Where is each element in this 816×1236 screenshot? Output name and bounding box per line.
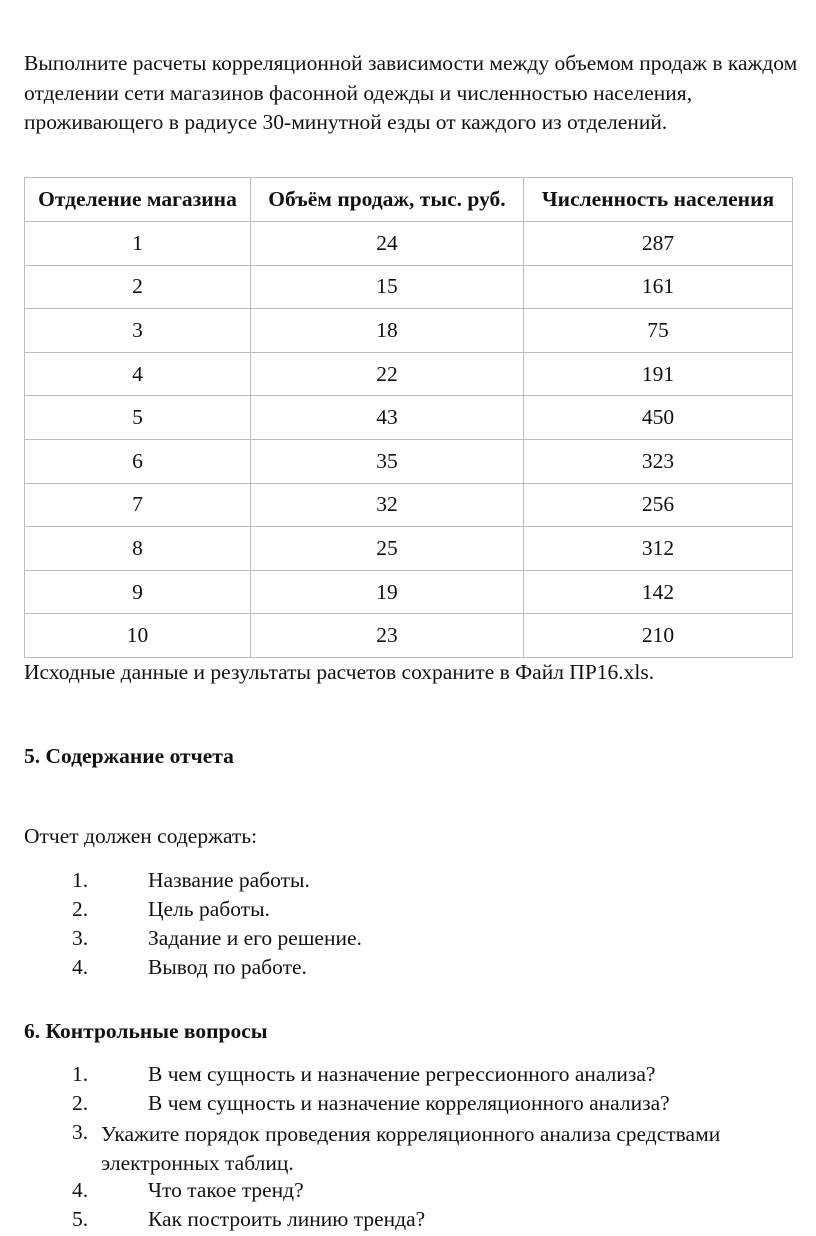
- list-item-text: Цель работы.: [148, 897, 270, 921]
- table-row: [25, 265, 793, 309]
- table-row: [25, 396, 793, 440]
- table-row: [25, 614, 793, 658]
- cell-population: 450: [524, 396, 793, 440]
- list-item-number: 5.: [72, 1207, 89, 1231]
- report-contents-list: [0, 868, 816, 984]
- list-item-number: 3.: [72, 926, 89, 950]
- list-item-number: 1.: [72, 868, 89, 892]
- cell-population: 287: [524, 222, 793, 266]
- cell-branch: 8: [25, 527, 251, 571]
- cell-population: 191: [524, 352, 793, 396]
- table-row: [25, 439, 793, 483]
- cell-branch: 2: [25, 265, 251, 309]
- list-item-number: 3.: [72, 1120, 89, 1144]
- list-item: [0, 1062, 816, 1091]
- cell-branch: 1: [25, 222, 251, 266]
- list-item-text: Название работы.: [148, 868, 310, 892]
- list-item: [0, 1207, 816, 1236]
- cell-population: 323: [524, 439, 793, 483]
- list-item-number: 4.: [72, 1178, 89, 1202]
- cell-sales: 22: [251, 352, 524, 396]
- table-header-row: [25, 178, 793, 222]
- cell-sales: 35: [251, 439, 524, 483]
- section-6-title: 6. Контрольные вопросы: [24, 1019, 268, 1043]
- list-item-text: В чем сущность и назначение корреляционного анализа?: [148, 1091, 670, 1115]
- control-questions-list: [0, 1062, 816, 1236]
- cell-branch: 3: [25, 309, 251, 353]
- list-item-text: Вывод по работе.: [148, 955, 307, 979]
- cell-sales: 24: [251, 222, 524, 266]
- table-row: [25, 483, 793, 527]
- cell-sales: 15: [251, 265, 524, 309]
- list-item-text: Что такое тренд?: [148, 1178, 304, 1202]
- list-item-number: 2.: [72, 1091, 89, 1115]
- table-row: [25, 309, 793, 353]
- cell-branch: 7: [25, 483, 251, 527]
- list-item-text: В чем сущность и назначение регрессионного анализа?: [148, 1062, 656, 1086]
- cell-branch: 5: [25, 396, 251, 440]
- list-item: [0, 1120, 816, 1178]
- cell-population: 256: [524, 483, 793, 527]
- list-item-number: 2.: [72, 897, 89, 921]
- table-row: [25, 527, 793, 571]
- cell-sales: 25: [251, 527, 524, 571]
- list-item-text: Задание и его решение.: [148, 926, 362, 950]
- cell-branch: 9: [25, 570, 251, 614]
- list-item-number: 4.: [72, 955, 89, 979]
- section-5-title: 5. Содержание отчета: [24, 744, 234, 768]
- column-header-sales: Объём продаж, тыс. руб.: [251, 178, 524, 222]
- list-item-text: Укажите порядок проведения корреляционного анализа средствами электронных таблиц.: [101, 1122, 721, 1175]
- column-header-branch: Отделение магазина: [25, 178, 251, 222]
- cell-sales: 32: [251, 483, 524, 527]
- column-header-population: Численность населения: [524, 178, 793, 222]
- cell-branch: 4: [25, 352, 251, 396]
- table-row: [25, 222, 793, 266]
- cell-population: 312: [524, 527, 793, 571]
- cell-population: 161: [524, 265, 793, 309]
- list-item-text: Как построить линию тренда?: [148, 1207, 426, 1231]
- list-item: [0, 926, 816, 955]
- list-item: [0, 868, 816, 897]
- data-table: [24, 177, 793, 658]
- cell-sales: 43: [251, 396, 524, 440]
- section-5-intro: Отчет должен содержать:: [24, 824, 258, 848]
- cell-population: 210: [524, 614, 793, 658]
- cell-branch: 10: [25, 614, 251, 658]
- cell-branch: 6: [25, 439, 251, 483]
- list-item: [0, 1178, 816, 1207]
- cell-sales: 18: [251, 309, 524, 353]
- list-item: [0, 1091, 816, 1120]
- cell-population: 75: [524, 309, 793, 353]
- list-item: [0, 897, 816, 926]
- cell-population: 142: [524, 570, 793, 614]
- list-item-number: 1.: [72, 1062, 89, 1086]
- save-instruction: Исходные данные и результаты расчетов сохраните в Файл ПР16.xls.: [24, 660, 655, 684]
- cell-sales: 19: [251, 570, 524, 614]
- table-row: [25, 352, 793, 396]
- task-paragraph: Выполните расчеты корреляционной зависимости между объемом продаж в каждом отделении сети магазинов фасонной одежды и численностью населения, проживающего в радиусе 30-минутной езды от каждого из отделений.: [24, 51, 798, 134]
- cell-sales: 23: [251, 614, 524, 658]
- list-item: [0, 955, 816, 984]
- table-row: [25, 570, 793, 614]
